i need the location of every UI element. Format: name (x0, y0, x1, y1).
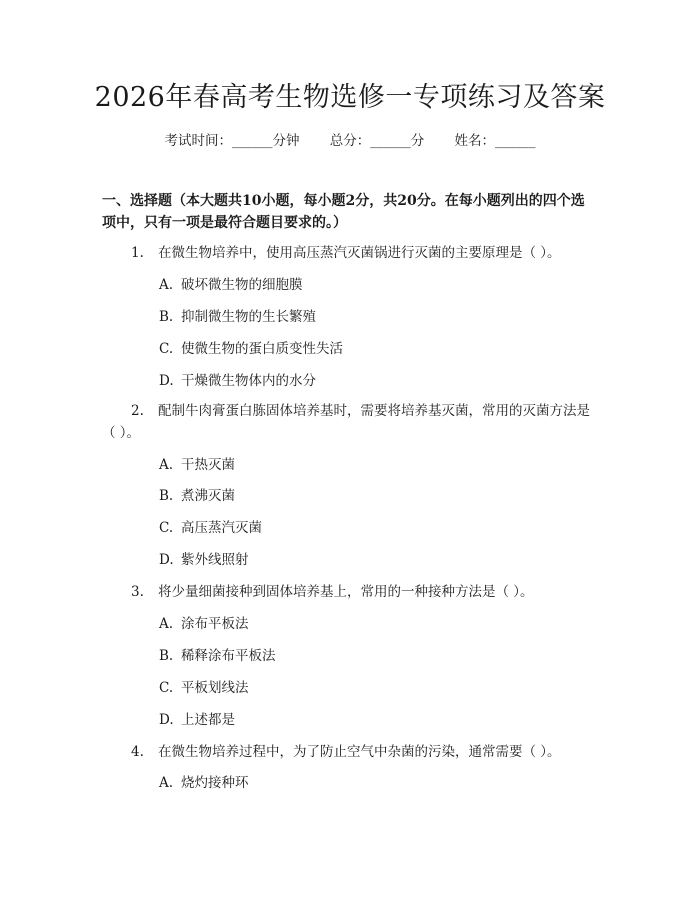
option-1a (159, 275, 303, 295)
option-3c (159, 678, 249, 698)
document-title: 2026年春高考生物选修一专项练习及答案 (94, 82, 606, 113)
option-4a (159, 773, 249, 793)
option-letter: A. (159, 277, 174, 293)
option-1d (159, 371, 316, 391)
option-letter: A. (159, 616, 174, 632)
exam-time-field: 考试时间：______分钟 (164, 133, 300, 149)
question-number: 3. (131, 584, 144, 600)
section-heading: 一、选择题（本大题共10小题，每小题2分，共20分。在每小题列出的四个选项中，只有一项是最符合题目要求的。） (102, 193, 585, 231)
option-text: 高压蒸汽灭菌 (181, 520, 262, 536)
option-letter: A. (159, 457, 174, 473)
question-number: 1. (131, 245, 144, 261)
option-text: 涂布平板法 (181, 616, 249, 632)
option-text: 抑制微生物的生长繁殖 (181, 309, 316, 325)
option-text: 干热灭菌 (181, 457, 235, 473)
option-letter: B. (159, 648, 174, 664)
question-2 (102, 400, 599, 444)
option-text: 上述都是 (181, 712, 235, 728)
option-letter: D. (159, 712, 174, 728)
question-text: 配制牛肉膏蛋白胨固体培养基时，需要将培养基灭菌，常用的灭菌方法是（ ）。 (102, 403, 590, 441)
option-letter: D. (159, 552, 174, 568)
exam-info (0, 131, 700, 151)
option-1c (159, 339, 343, 359)
option-3a (159, 614, 249, 634)
option-text: 煮沸灭菌 (181, 488, 235, 504)
question-number: 4. (131, 744, 144, 760)
option-text: 干燥微生物体内的水分 (181, 373, 316, 389)
option-letter: B. (159, 488, 174, 504)
total-score-field: 总分：______分 (329, 133, 425, 149)
option-letter: C. (159, 680, 174, 696)
option-letter: B. (159, 309, 174, 325)
student-name-field: 姓名：______ (454, 133, 536, 149)
option-2a (159, 455, 235, 475)
option-letter: C. (159, 341, 174, 357)
question-number: 2. (131, 403, 144, 419)
option-text: 破坏微生物的细胞膜 (181, 277, 303, 293)
option-letter: C. (159, 520, 174, 536)
option-letter: A. (159, 775, 174, 791)
option-text: 紫外线照射 (181, 552, 249, 568)
option-2d (159, 550, 249, 570)
option-3d (159, 710, 235, 730)
option-2b (159, 486, 235, 506)
question-3 (131, 581, 601, 603)
option-letter: D. (159, 373, 174, 389)
option-text: 使微生物的蛋白质变性失活 (181, 341, 343, 357)
option-3b (159, 646, 276, 666)
question-text: 将少量细菌接种到固体培养基上，常用的一种接种方法是（ ）。 (158, 584, 534, 600)
question-4 (131, 741, 601, 763)
question-text: 在微生物培养中，使用高压蒸汽灭菌锅进行灭菌的主要原理是（ ）。 (158, 245, 561, 261)
option-text: 稀释涂布平板法 (181, 648, 276, 664)
option-text: 平板划线法 (181, 680, 249, 696)
option-2c (159, 518, 262, 538)
option-text: 烧灼接种环 (181, 775, 249, 791)
option-1b (159, 307, 316, 327)
question-text: 在微生物培养过程中，为了防止空气中杂菌的污染，通常需要（ ）。 (158, 744, 561, 760)
question-1 (131, 242, 601, 264)
